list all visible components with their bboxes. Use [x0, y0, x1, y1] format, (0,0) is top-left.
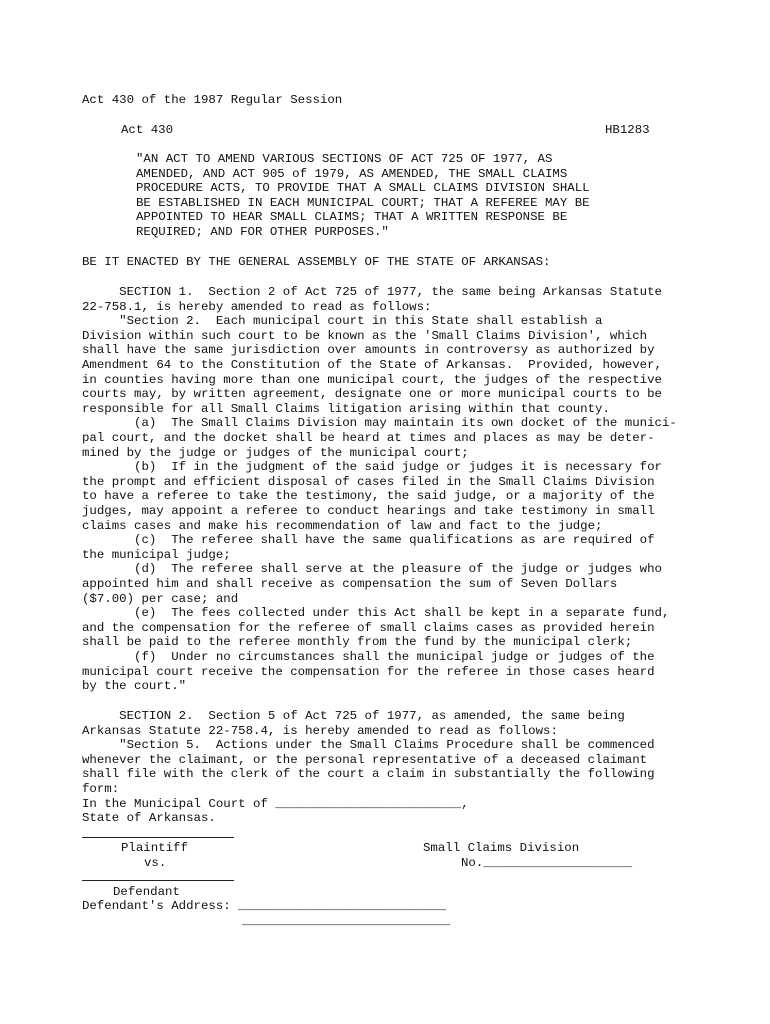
- case-number-field: No.____________________: [461, 855, 633, 870]
- section-1-line: Division within such court to be known as the 'Small Claims Division', which: [82, 328, 648, 343]
- section-1-line: (d) The referee shall serve at the pleasure of the judge or judges who: [82, 562, 662, 577]
- section-2-line: State of Arkansas.: [82, 811, 216, 826]
- section-1-line: shall be paid to the referee monthly from the fund by the municipal clerk;: [82, 635, 633, 650]
- section-2-line: Arkansas Statute 22-758.4, is hereby amended to read as follows:: [82, 723, 558, 738]
- section-1-line: to have a referee to take the testimony, the said judge, or a majority of the: [82, 489, 655, 504]
- section-2-line: In the Municipal Court of _________________________,: [82, 796, 469, 811]
- section-1-line: and the compensation for the referee of small claims cases as provided herein: [82, 620, 655, 635]
- section-1-line: Amendment 64 to the Constitution of the State of Arkansas. Provided, however,: [82, 358, 662, 372]
- act-title-line: AMENDED, AND ACT 905 of 1979, AS AMENDED, THE SMALL CLAIMS: [136, 167, 568, 181]
- section-2-line: "Section 5. Actions under the Small Claims Procedure shall be commenced: [82, 738, 655, 753]
- enacting-clause: BE IT ENACTED BY THE GENERAL ASSEMBLY OF THE STATE OF ARKANSAS:: [82, 255, 551, 269]
- section-1-line: mined by the judge or judges of the municipal court;: [82, 445, 469, 460]
- division-label: Small Claims Division: [423, 841, 580, 855]
- section-1-line: by the court.": [82, 679, 187, 694]
- section-1-line: (a) The Small Claims Division may maintain its own docket of the munici-: [82, 416, 677, 431]
- section-1-line: "Section 2. Each municipal court in this State shall establish a: [82, 314, 603, 329]
- section-1-line: municipal court receive the compensation for the referee in those cases heard: [82, 664, 655, 679]
- section-1-line: SECTION 1. Section 2 of Act 725 of 1977, the same being Arkansas Statute: [82, 285, 662, 299]
- act-label: Act 430: [121, 123, 174, 137]
- section-1-line: the municipal judge;: [82, 547, 231, 562]
- plaintiff-signature-line: [82, 837, 234, 838]
- section-1-line: appointed him and shall receive as compensation the sum of Seven Dollars: [82, 577, 618, 591]
- section-1-line: claims cases and make his recommendation of law and fact to the judge;: [82, 518, 603, 533]
- section-1-line: 22-758.1, is hereby amended to read as follows:: [82, 299, 432, 314]
- act-title-line: "AN ACT TO AMEND VARIOUS SECTIONS OF ACT 725 OF 1977, AS: [136, 152, 553, 166]
- section-2-line: form:: [82, 782, 120, 796]
- act-title-line: PROCEDURE ACTS, TO PROVIDE THAT A SMALL CLAIMS DIVISION SHALL: [136, 181, 590, 195]
- act-title-line: APPOINTED TO HEAR SMALL CLAIMS; THAT A WRITTEN RESPONSE BE: [136, 210, 568, 224]
- section-1-line: pal court, and the docket shall be heard at times and places as may be deter-: [82, 431, 655, 445]
- section-2-line: SECTION 2. Section 5 of Act 725 of 1977, as amended, the same being: [82, 709, 625, 723]
- section-1-line: responsible for all Small Claims litigation arising within that county.: [82, 401, 610, 416]
- act-title-line: REQUIRED; AND FOR OTHER PURPOSES.": [136, 225, 389, 239]
- section-1-line: in counties having more than one municipal court, the judges of the respective: [82, 372, 662, 387]
- section-1-line: shall have the same jurisdiction over amounts in controversy as authorized by: [82, 343, 655, 358]
- section-1-line: courts may, by written agreement, designate one or more municipal courts to be: [82, 387, 662, 402]
- section-2-line: whenever the claimant, or the personal representative of a deceased claimant: [82, 752, 648, 767]
- section-2-line: shall file with the clerk of the court a claim in substantially the following: [82, 767, 655, 782]
- document-header: Act 430 of the 1987 Regular Session: [82, 93, 343, 107]
- defendant-address-field-continued: ____________________________: [242, 914, 451, 928]
- section-1-line: (b) If in the judgment of the said judge or judges it is necessary for: [82, 460, 662, 475]
- section-1-line: the prompt and efficient disposal of cases filed in the Small Claims Division: [82, 474, 655, 489]
- section-1-line: (e) The fees collected under this Act shall be kept in a separate fund,: [82, 606, 670, 621]
- section-1-line: ($7.00) per case; and: [82, 591, 239, 606]
- plaintiff-label: Plaintiff: [121, 841, 188, 855]
- section-1-line: (f) Under no circumstances shall the municipal judge or judges of the: [82, 650, 655, 664]
- defendant-signature-line: [82, 880, 234, 881]
- bill-number: HB1283: [605, 123, 650, 137]
- section-1-line: (c) The referee shall have the same qualifications as are required of: [82, 533, 655, 548]
- versus-label: vs.: [144, 855, 167, 870]
- section-1-line: judges, may appoint a referee to conduct hearings and take testimony in small: [82, 504, 655, 518]
- defendant-label: Defendant: [113, 884, 180, 899]
- act-title-line: BE ESTABLISHED IN EACH MUNICIPAL COURT; THAT A REFEREE MAY BE: [136, 196, 590, 210]
- defendant-address-field: Defendant's Address: ____________________________: [82, 899, 447, 914]
